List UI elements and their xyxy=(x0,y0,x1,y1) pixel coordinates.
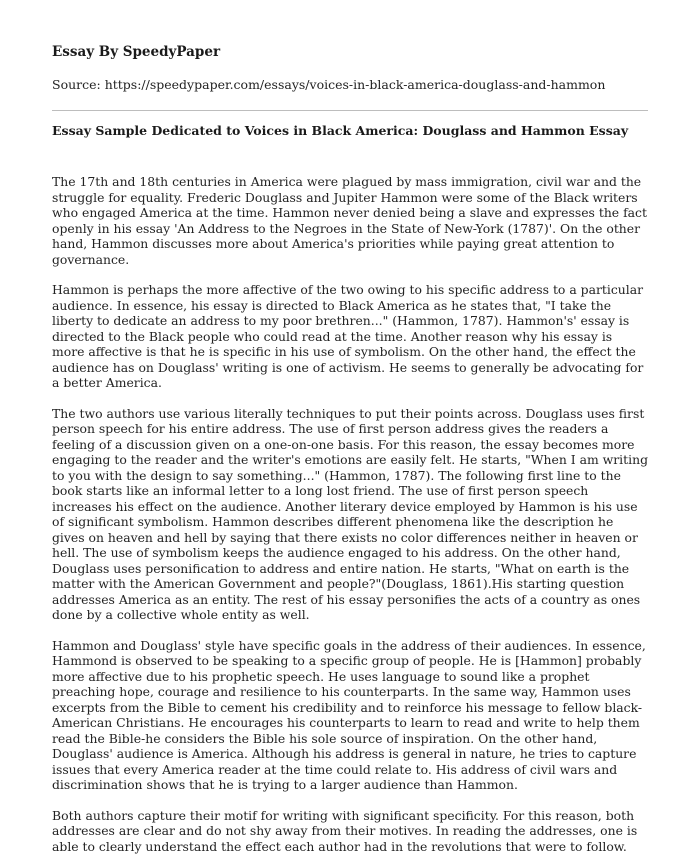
brand-heading: Essay By SpeedyPaper xyxy=(52,44,648,60)
paragraph-4: Hammon and Douglass' style have specific goals in the address of their audiences. In essence, Hammond is observed to be speaking to a specific group of people. He is [Hammon] probably more affective due to his prophetic speech. He uses language to sound like a prophet preaching hope, courage and resilience to his counterparts. In the same way, Hammon uses excerpts from the Bible to cement his credibility and to reinforce his message to fellow black-American Christians. He encourages his counterparts to learn to read and write to help them read the Bible-he considers the Bible his sole source of inspiration. On the other hand, Douglass' audience is America. Although his address is general in nature, he tries to capture issues that every America reader at the time could relate to. His address of civil wars and discrimination shows that he is trying to a larger audience than Hammon. xyxy=(52,638,648,793)
header-divider xyxy=(52,110,648,111)
paragraph-5: Both authors capture their motif for writing with significant specificity. For this reason, both addresses are clear and do not shy away from their motives. In reading the addresses, one is able to clearly understand the effect each author had in the revolutions that were to follow. xyxy=(52,808,648,854)
essay-body xyxy=(52,174,648,854)
paragraph-1: The 17th and 18th centuries in America were plagued by mass immigration, civil war and the struggle for equality. Frederic Douglass and Jupiter Hammon were some of the Black writers who engaged America at the time. Hammon never denied being a slave and expresses the fact openly in his essay 'An Address to the Negroes in the State of New-York (1787)'. On the other hand, Hammon discusses more about America's priorities while paying great attention to governance. xyxy=(52,174,648,267)
source-line: Source: https://speedypaper.com/essays/voices-in-black-america-douglass-and-hammon xyxy=(52,77,648,92)
paragraph-3: The two authors use various literally techniques to put their points across. Douglass uses first person speech for his entire address. The use of first person address gives the readers a feeling of a discussion given on a one-on-one basis. For this reason, the essay becomes more engaging to the reader and the writer's emotions are easily felt. He starts, "When I am writing to you with the design to say something..." (Hammon, 1787). The following first line to the book starts like an informal letter to a long lost friend. The use of first person speech increases his effect on the audience. Another literary device employed by Hammon is his use of significant symbolism. Hammon describes different phenomena like the description he gives on heaven and hell by saying that there exists no color differences neither in heaven or hell. The use of symbolism keeps the audience engaged to his address. On the other hand, Douglass uses personification to address and entire nation. He starts, "What on earth is the matter with the American Government and people?"(Douglass, 1861).His starting question addresses America as an entity. The rest of his essay personifies the acts of a country as ones done by a collective whole entity as well. xyxy=(52,406,648,623)
paragraph-2: Hammon is perhaps the more affective of the two owing to his specific address to a particular audience. In essence, his essay is directed to Black America as he states that, "I take the liberty to dedicate an address to my poor brethren..." (Hammon, 1787). Hammon's' essay is directed to the Black people who could read at the time. Another reason why his essay is more affective is that he is specific in his use of symbolism. On the other hand, the effect the audience has on Douglass' writing is one of activism. He seems to generally be advocating for a better America. xyxy=(52,282,648,391)
essay-title: Essay Sample Dedicated to Voices in Black America: Douglass and Hammon Essay xyxy=(52,123,648,138)
